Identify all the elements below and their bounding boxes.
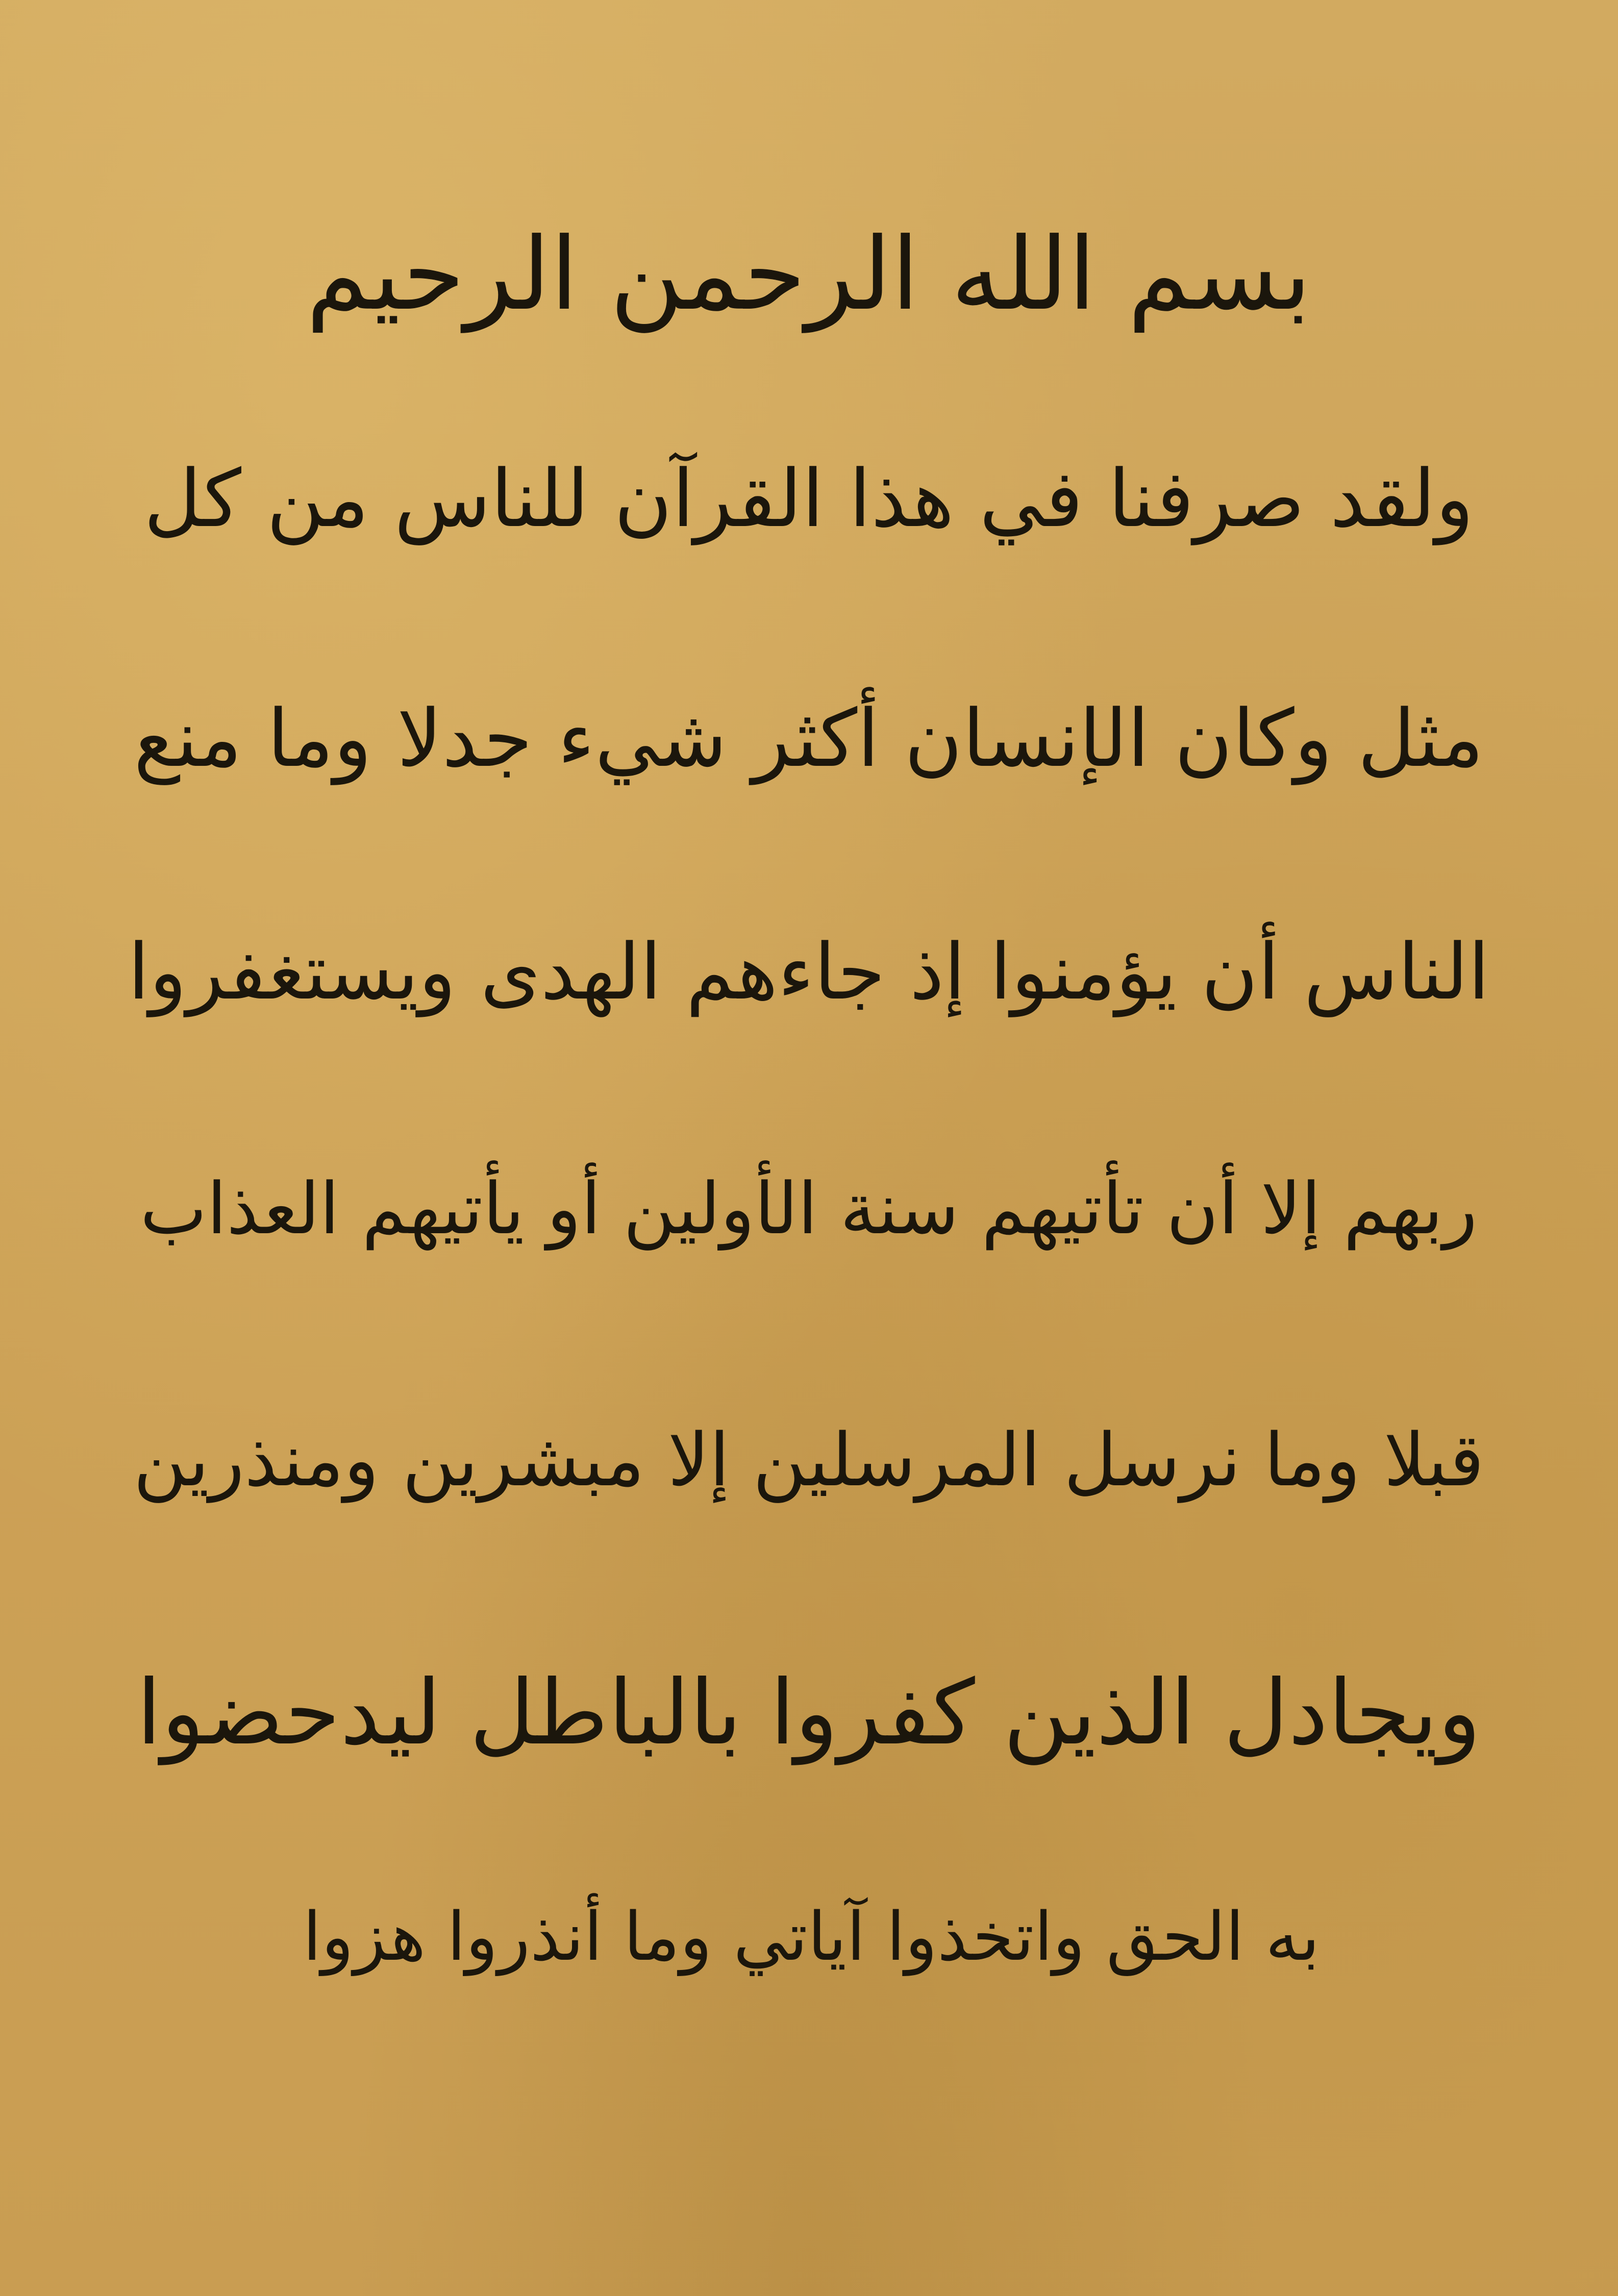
basmala-line: بسم الله الرحمن الرحيم bbox=[306, 216, 1311, 333]
verse-line-4: ربهم إلا أن تأتيهم سنة الأولين أو يأتيهم العذاب bbox=[140, 1167, 1478, 1250]
verse-line-5: قبلا وما نرسل المرسلين إلا مبشرين ومنذرين bbox=[133, 1417, 1484, 1503]
verse-line-6: ويجادل الذين كفروا بالباطل ليدحضوا bbox=[136, 1661, 1481, 1765]
verse-line-7: به الحق واتخذوا آياتي وما أنذروا هزوا bbox=[303, 1898, 1320, 1976]
verse-line-1: ولقد صرفنا في هذا القرآن للناس من كل bbox=[143, 453, 1474, 545]
verse-line-3: الناس أن يؤمنوا إذ جاءهم الهدى ويستغفروا bbox=[128, 927, 1490, 1017]
verse-line-2: مثل وكان الإنسان أكثر شيء جدلا وما منع bbox=[134, 692, 1484, 785]
